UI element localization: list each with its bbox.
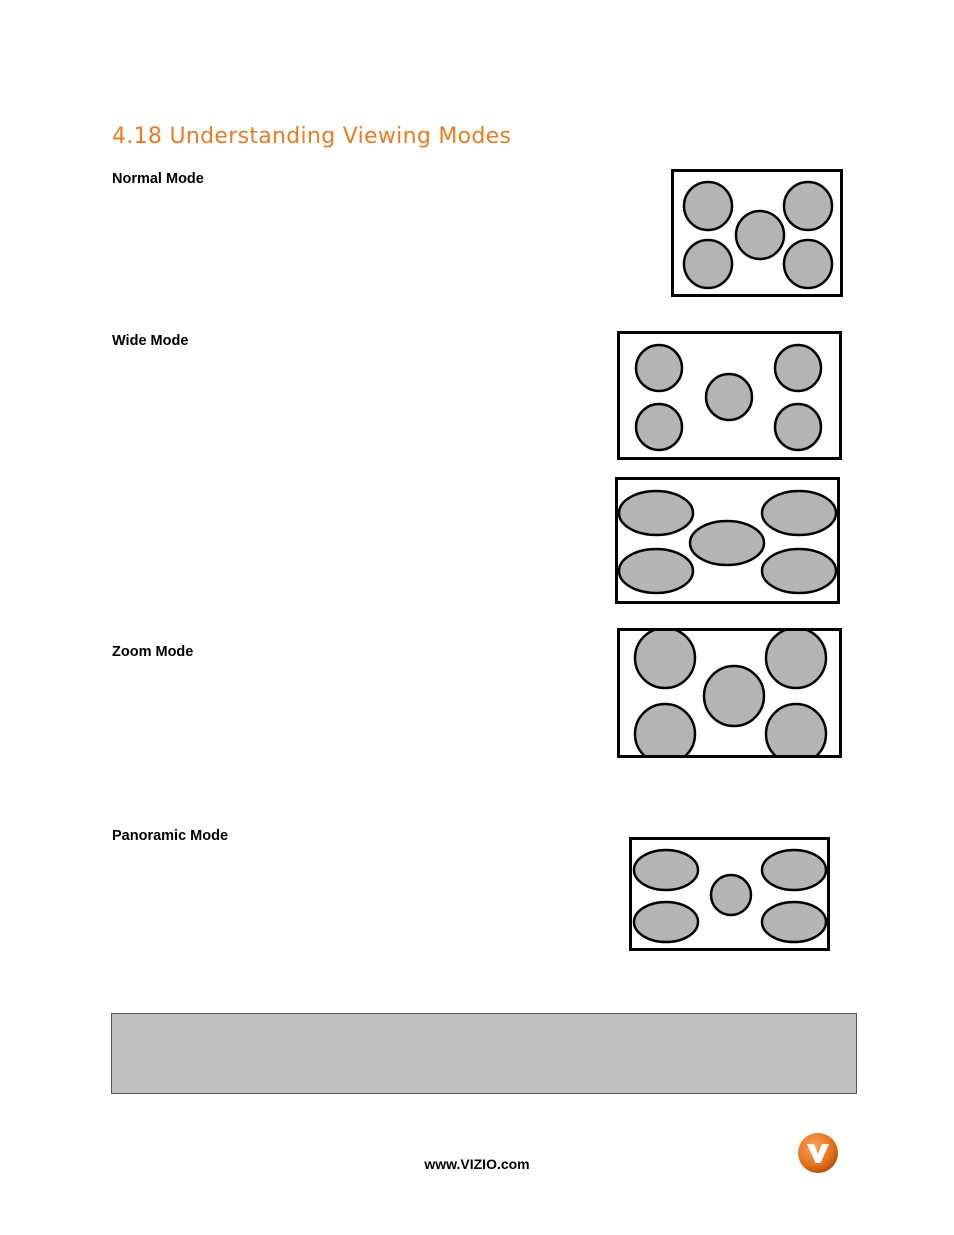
section-title: 4.18 Understanding Viewing Modes (112, 124, 512, 149)
shape-circle (636, 345, 682, 391)
shape-ellipse (634, 850, 698, 890)
shape-ellipse (634, 902, 698, 942)
normal-mode-diagram (671, 169, 844, 298)
panoramic-mode-diagram (629, 837, 831, 952)
shape-ellipse (762, 549, 836, 593)
shape-circle (784, 182, 832, 230)
shape-circle (684, 240, 732, 288)
shape-circle (706, 374, 752, 420)
shape-ellipse (762, 902, 826, 942)
shape-ellipse (619, 491, 693, 535)
shape-circle (784, 240, 832, 288)
vizio-v-logo-icon (797, 1132, 839, 1174)
shape-circle (711, 875, 751, 915)
footer-url: www.VIZIO.com (424, 1156, 530, 1172)
shape-circle (766, 628, 826, 688)
shape-ellipse (619, 549, 693, 593)
shape-ellipse (762, 491, 836, 535)
note-box (111, 1013, 857, 1094)
shape-circle (684, 182, 732, 230)
shape-ellipse (762, 850, 826, 890)
wide-mode-diagram-a (617, 331, 843, 461)
wide-mode-diagram-b (615, 477, 841, 605)
panoramic-mode-label: Panoramic Mode (112, 828, 229, 844)
shape-circle (704, 666, 764, 726)
shape-ellipse (690, 521, 764, 565)
shape-circle (636, 404, 682, 450)
shape-circle (736, 211, 784, 259)
shape-circle (775, 404, 821, 450)
zoom-mode-label: Zoom Mode (112, 644, 194, 660)
wide-mode-label: Wide Mode (112, 333, 189, 349)
shape-circle (635, 628, 695, 688)
shape-circle (775, 345, 821, 391)
normal-mode-label: Normal Mode (112, 171, 204, 187)
zoom-mode-diagram (617, 628, 843, 759)
